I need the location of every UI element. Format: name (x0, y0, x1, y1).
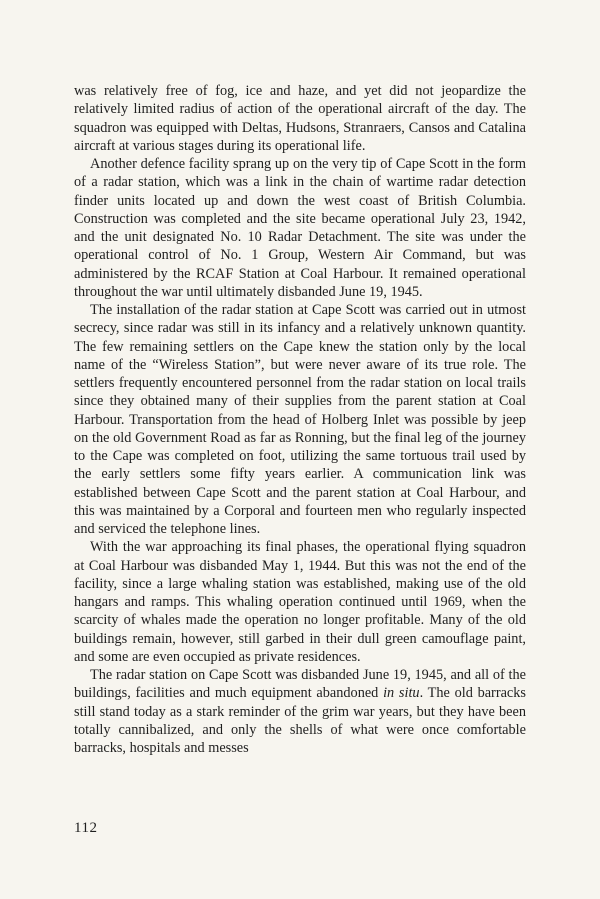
body-text (74, 82, 526, 757)
paragraph-5-italic: in situ (383, 685, 420, 702)
paragraph-2: Another defence facility sprang up on the very tip of Cape Scott in the form of a radar station, which was a link in the chain of wartime radar detection finder units located up and down the west coast of British Columbia. Construction was completed and the site became operational July 23, 1942, and the unit designated No. 10 Radar Detachment. The site was under the operational control of No. 1 Group, Western Air Command, but was administered by the RCAF Station at Coal Harbour. It remained operational throughout the war until ultimately disbanded June 19, 1945. (74, 156, 526, 300)
page-number: 112 (74, 820, 98, 836)
paragraph-3: The installation of the radar station at Cape Scott was carried out in utmost secrecy, since radar was still in its infancy and a relatively unknown quantity. The few remaining settlers on the Cape knew the station only by the local name of the “Wireless Station”, but were never aware of its true role. The settlers frequently encountered personnel from the radar station on local trails since they obtained many of their supplies from the parent station at Coal Harbour. Transportation from the head of Holberg Inlet was possible by jeep on the old Government Road as far as Ronning, but the final leg of the journey to the Cape was completed on foot, utilizing the same tortuous trail used by the early settlers some fifty years earlier. A communication link was established between Cape Scott and the parent station at Coal Harbour, and this was maintained by a Corporal and fourteen men who regularly inspected and serviced the telephone lines. (74, 302, 526, 537)
paragraph-1: was relatively free of fog, ice and haze, and yet did not jeopardize the relatively limited radius of action of the operational aircraft of the day. The squadron was equipped with Deltas, Hudsons, Stranraers, Cansos and Catalina aircraft at various stages during its operational life. (74, 83, 526, 154)
paragraph-5 (74, 666, 526, 757)
paragraph-5-end: . The old barracks still stand today as a stark reminder of the grim war years, but they have been totally cannibalized, and only the shells of what were once comfortable barracks, hospitals and messes (74, 685, 526, 756)
paragraph-4: With the war approaching its final phases, the operational flying squadron at Coal Harbour was disbanded May 1, 1944. But this was not the end of the facility, since a large whaling station was established, making use of the old hangars and ramps. This whaling operation continued until 1969, when the scarcity of whales made the operation no longer profitable. Many of the old buildings remain, however, still garbed in their dull green camouflage paint, and some are even occupied as private residences. (74, 539, 526, 665)
paragraph-5-start: The radar station on Cape Scott was disbanded June 19, 1945, and all of the buildings, facilities and much equipment abandoned (74, 667, 526, 702)
